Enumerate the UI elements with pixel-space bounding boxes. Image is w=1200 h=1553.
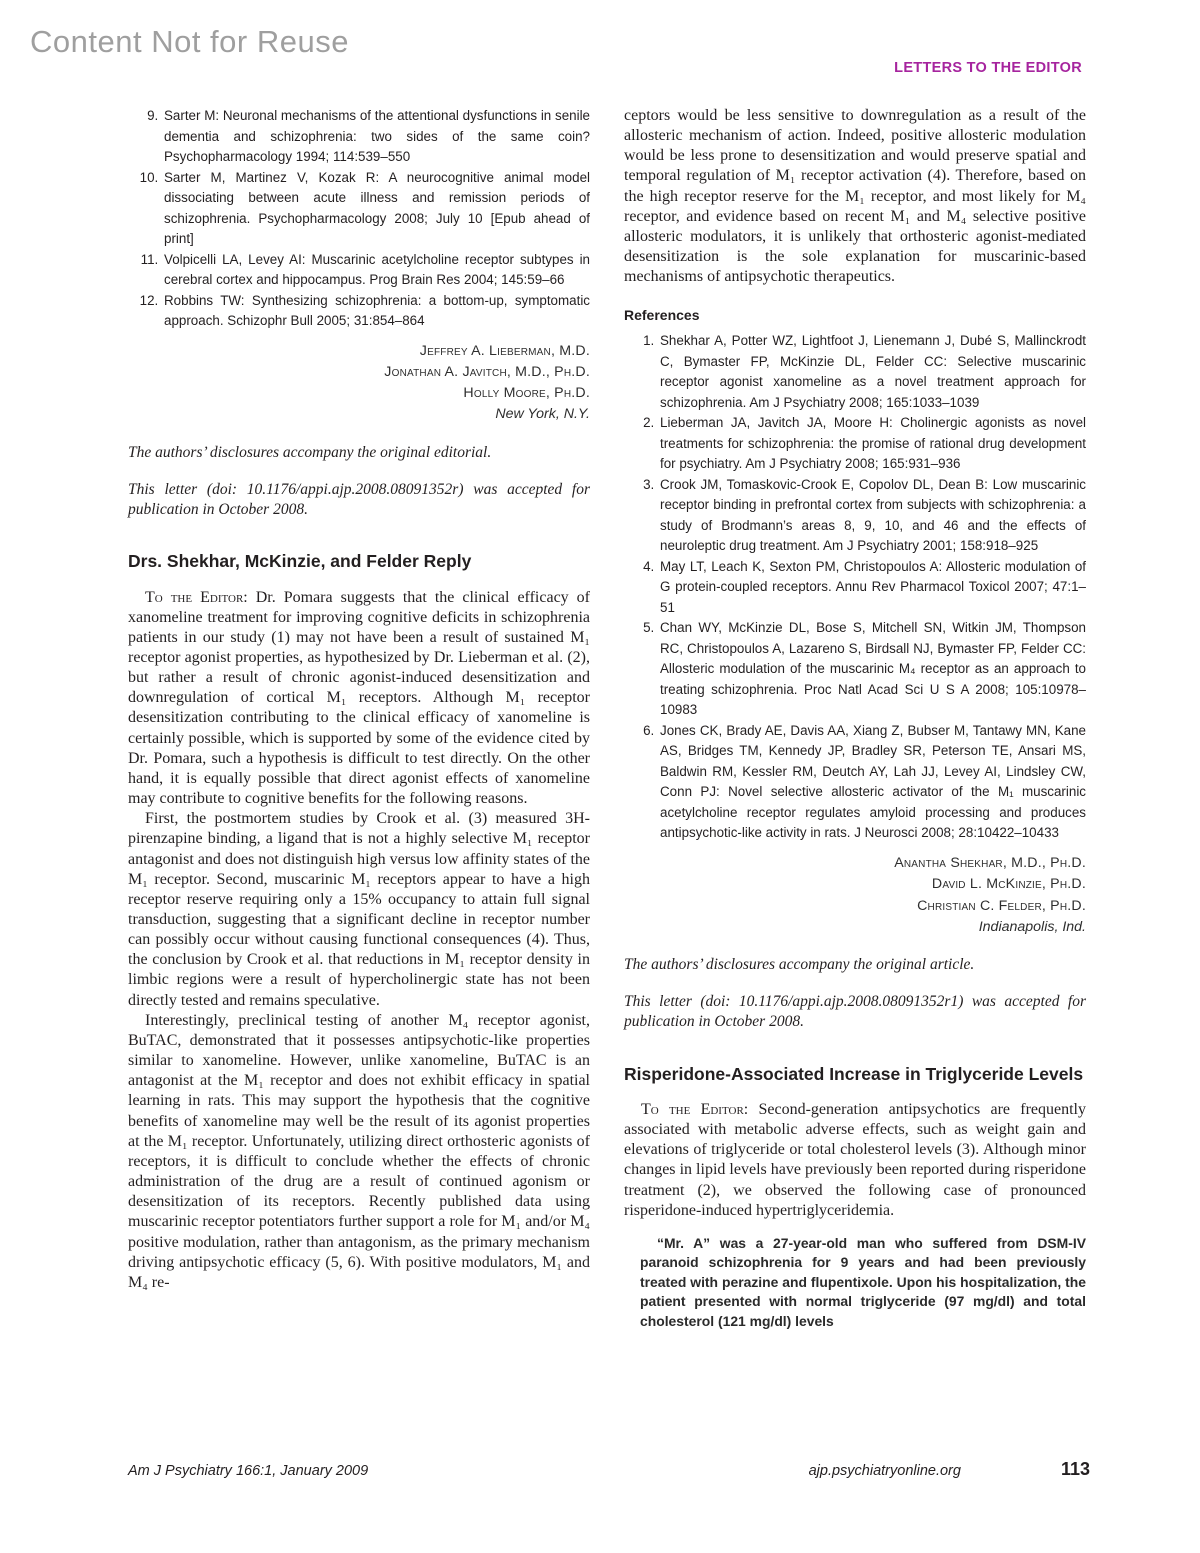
reference-item: 1. Shekhar A, Potter WZ, Lightfoot J, Lienemann J, Dubé S, Mallinckrodt C, Bymaster FP, McKinzie DL, Felder CC: Selective muscarinic receptor agonist xanomeline as a novel treatment approach for schizophrenia. Am J Psychiatry 2008; 165:1033–1039	[658, 331, 1086, 413]
author-name: Anantha Shekhar, M.D., Ph.D.	[894, 854, 1086, 871]
continuation-paragraph: ceptors would be less sensitive to downregulation as a result of the allosteric mechanism of action. Indeed, positive allosteric modulation would be less prone to desensitization and would preserve spatial and temporal regulation of M₁ receptor activation (4). Therefore, based on the high receptor reserve for the M₁ receptor, and most likely for M₄ receptor, and evidence based on recent M₁ and M₄ selective positive allosteric modulators, it is unlikely that orthosteric agonist-mediated desensitization is the sole explanation for muscarinic-based mechanisms of antipsychotic therapeutics.	[624, 107, 1086, 286]
paragraph-text: Dr. Pomara suggests that the clinical efficacy of xanomeline treatment for improving cognitive deficits in schizophrenia patients in our study (1) may not have been a result of sustained M₁ receptor agonist properties, as hypothesized by Dr. Lieberman et al. (2), but rather a result of chronic agonist-induced desensitization and downregulation of cortical M₁ receptors. Although M₁ receptor desensitization contributing to the clinical efficacy of xanomeline is certainly possible, which is supported by some of the evidence cited by Dr. Pomara, such a hypothesis is difficult to test directly. On the other hand, it is equally possible that direct agonist effects of xanomeline may contribute to cognitive benefits for the following reasons.	[128, 588, 590, 808]
author-name: David L. McKinzie, Ph.D.	[931, 876, 1086, 893]
section-label: LETTERS TO THE EDITOR	[894, 60, 1082, 76]
signature-block	[128, 341, 590, 426]
journal-url: ajp.psychiatryonline.org	[808, 1463, 961, 1479]
left-column	[128, 106, 590, 1331]
reference-item: 4. May LT, Leach K, Sexton PM, Christopoulos A: Allosteric modulation of G protein-coupled receptors. Annu Rev Pharmacol Toxicol 2007; 47:1–51	[658, 557, 1086, 619]
reference-item: 6. Jones CK, Brady AE, Davis AA, Xiang Z, Bubser M, Tantawy MN, Kane AS, Bridges TM, Kennedy JP, Bradley SR, Peterson TE, Ansari MS, Baldwin RM, Kessler RM, Deutch AY, Lah JJ, Levey AI, Lindsley CW, Conn PJ: Novel selective allosteric activator of the M₁ muscarinic acetylcholine receptor regulates amyloid processing and produces antipsychotic-like activity in rats. J Neurosci 2008; 28:10422–10433	[658, 721, 1086, 844]
reference-list-continued	[128, 106, 590, 332]
reference-item: 11. Volpicelli LA, Levey AI: Muscarinic acetylcholine receptor subtypes in cerebral cortex and hippocampus. Prog Brain Res 2004; 145:59–66	[162, 250, 590, 291]
to-the-editor-lead: To the Editor:	[641, 1100, 749, 1118]
author-name: Christian C. Felder, Ph.D.	[917, 897, 1086, 914]
reference-item: 5. Chan WY, McKinzie DL, Bose S, Mitchell SN, Witkin JM, Thompson RC, Christopoulos A, Lazareno S, Birdsall NJ, Bymaster FP, Felder CC: Allosteric modulation of the muscarinic M₄ receptor as an approach to treating schizophrenia. Proc Natl Acad Sci U S A 2008; 105:10978–10983	[658, 618, 1086, 721]
body-paragraph: Interestingly, preclinical testing of another M₄ receptor agonist, BuTAC, demonstrated that it possesses antipsychotic-like properties similar to xanomeline. However, unlike xanomeline, BuTAC is an antagonist at the M₁ receptor and does not exhibit efficacy in spatial learning in rats. This may support the hypothesis that the cognitive benefits of xanomeline may well be the result of its agonist properties at the M₁ receptor. Unfortunately, utilizing direct orthosteric agonists of receptors, it is difficult to conclude whether the effects of chronic administration of the drug are a result of continued agonism or desensitization of its receptors. Recently published data using muscarinic receptor potentiators further support a role for M₁ and/or M₄ positive modulation, rather than antagonism, as the primary mechanism driving antipsychotic efficacy (5, 6). With positive modulators, M₁ and M₄ re-	[128, 1011, 590, 1291]
doi-note: This letter (doi: 10.1176/appi.ajp.2008.08091352r1) was accepted for publication in October 2008.	[624, 993, 1086, 1031]
signature-block	[624, 853, 1086, 938]
letter-heading: Risperidone-Associated Increase in Triglyceride Levels	[624, 1063, 1084, 1084]
author-name: Jeffrey A. Lieberman, M.D.	[419, 342, 590, 359]
journal-citation: Am J Psychiatry 166:1, January 2009	[128, 1463, 369, 1479]
author-name: Holly Moore, Ph.D.	[463, 385, 590, 402]
reference-item: 3. Crook JM, Tomaskovic-Crook E, Copolov DL, Dean B: Low muscarinic receptor binding in prefrontal cortex from subjects with schizophrenia: a study of Brodmann’s areas 8, 9, 10, and 46 and the effects of neuroleptic drug treatment. Am J Psychiatry 2001; 158:918–925	[658, 475, 1086, 557]
page-footer	[128, 1459, 1090, 1480]
page-number: 113	[1060, 1459, 1090, 1479]
disclosure-note: The authors’ disclosures accompany the original editorial.	[128, 443, 492, 461]
to-the-editor-lead: To the Editor:	[145, 588, 248, 606]
paragraph-text: Second-generation antipsychotics are frequently associated with metabolic adverse effects, such as weight gain and elevations of triglyceride or total cholesterol levels (3). Although minor changes in lipid levels have previously been reported during risperidone treatment (2), we observed the following case of pronounced risperidone-induced hypertriglyceridemia.	[624, 1100, 1086, 1219]
reference-item: 9. Sarter M: Neuronal mechanisms of the attentional dysfunctions in senile dementia and schizophrenia: two sides of the same coin? Psychopharmacology 1994; 114:539–550	[162, 106, 590, 168]
body-paragraph: First, the postmortem studies by Crook et al. (3) measured 3H-pirenzapine binding, a ligand that is not a highly selective M₁ receptor antagonist and does not distinguish high versus low affinity states of the M₁ receptor. Second, muscarinic M₁ receptors appear to have a high receptor reserve requiring only a 15% occupancy to attain full signal transduction, suggesting that a significant decline in receptor number can possibly occur without causing functional consequences (4). Thus, the conclusion by Crook et al. that reductions in M₁ receptor density in limbic regions were a result of hypercholinergic state has not been directly tested and remains speculative.	[128, 810, 590, 1009]
references-heading: References	[624, 307, 700, 324]
reference-list	[624, 331, 1086, 844]
reference-item: 10. Sarter M, Martinez V, Kozak R: A neurocognitive animal model dissociating between acute illness and remission periods of schizophrenia. Psychopharmacology 2008; July 10 [Epub ahead of print]	[162, 168, 590, 250]
two-column-layout	[128, 106, 1086, 1331]
author-name: Jonathan A. Javitch, M.D., Ph.D.	[384, 363, 590, 380]
watermark-text: Content Not for Reuse	[30, 24, 349, 59]
letter-heading: Drs. Shekhar, McKinzie, and Felder Reply	[128, 551, 472, 572]
case-vignette: “Mr. A” was a 27-year-old man who suffered from DSM-IV paranoid schizophrenia for 9 years and had been previously treated with perazine and flupentixole. Upon his hospitalization, the patient presented with normal triglyceride (97 mg/dl) and total cholesterol (121 mg/dl) levels	[640, 1234, 1086, 1329]
body-paragraph	[128, 588, 590, 810]
right-column	[624, 106, 1086, 1331]
author-location: Indianapolis, Ind.	[978, 918, 1086, 935]
reference-item: 2. Lieberman JA, Javitch JA, Moore H: Cholinergic agonists as novel treatments for schizophrenia: the promise of rational drug development for psychiatry. Am J Psychiatry 2008; 165:931–936	[658, 413, 1086, 475]
reference-item: 12. Robbins TW: Synthesizing schizophrenia: a bottom-up, symptomatic approach. Schizophr Bull 2005; 31:854–864	[162, 291, 590, 332]
doi-note: This letter (doi: 10.1176/appi.ajp.2008.08091352r) was accepted for publication in October 2008.	[128, 480, 590, 518]
disclosure-note: The authors’ disclosures accompany the original article.	[624, 956, 975, 974]
body-paragraph	[624, 1100, 1086, 1221]
author-location: New York, N.Y.	[495, 406, 590, 423]
